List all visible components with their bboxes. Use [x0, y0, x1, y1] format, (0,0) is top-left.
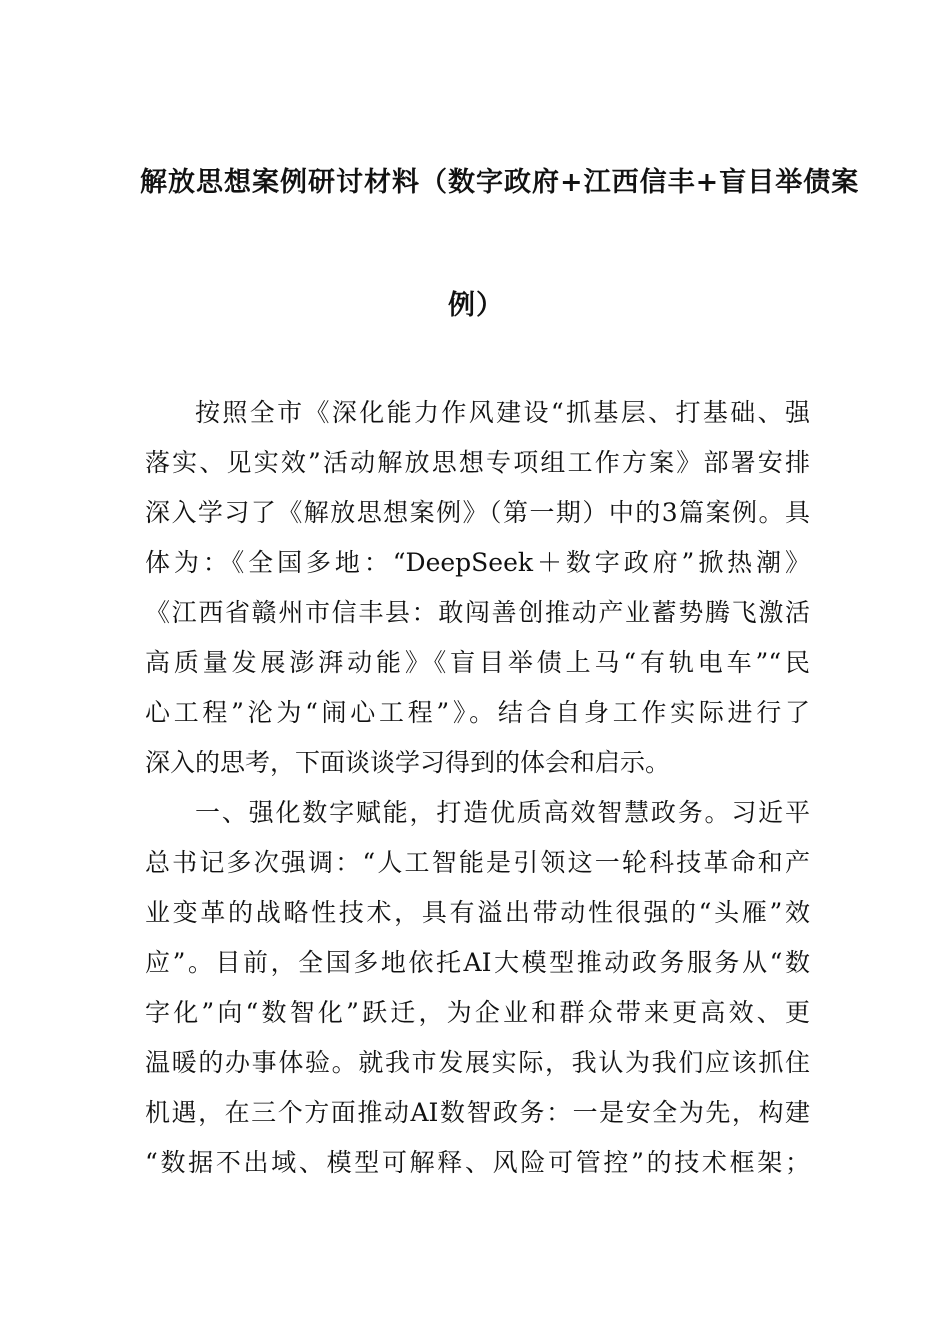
- paragraph-line: 一、强化数字赋能，打造优质高效智慧政务。习近平: [195, 798, 810, 827]
- paragraph-line: 《江西省赣州市信丰县：敢闯善创推动产业蓄势腾飞激活: [145, 598, 810, 627]
- paragraph-line: 机遇，在三个方面推动AI数智政务：一是安全为先，构建: [145, 1098, 810, 1127]
- paragraph-line: 落实、见实效”活动解放思想专项组工作方案》部署安排: [145, 448, 810, 477]
- paragraph-line: 字化”向“数智化”跃迁，为企业和群众带来更高效、更: [145, 998, 810, 1027]
- paragraph-line: 心工程”沦为“闹心工程”》。结合自身工作实际进行了: [145, 698, 810, 727]
- paragraph-line: 总书记多次强调：“人工智能是引领这一轮科技革命和产: [145, 848, 810, 877]
- paragraph-line: 按照全市《深化能力作风建设“抓基层、打基础、强: [195, 398, 810, 427]
- paragraph-line: “数据不出域、模型可解释、风险可管控”的技术框架；: [145, 1148, 810, 1177]
- paragraph-line: 业变革的战略性技术，具有溢出带动性很强的“头雁”效: [145, 898, 810, 927]
- paragraph-line: 高质量发展澎湃动能》《盲目举债上马“有轨电车”“民: [145, 648, 810, 677]
- paragraph-line: 应”。目前，全国多地依托AI大模型推动政务服务从“数: [145, 948, 810, 977]
- document-title-line-1: 解放思想案例研讨材料（数字政府+江西信丰+盲目举债案: [140, 167, 860, 198]
- paragraph-line: 温暖的办事体验。就我市发展实际，我认为我们应该抓住: [145, 1048, 810, 1077]
- paragraph-line: 体为：《全国多地：“DeepSeek＋数字政府”掀热潮》: [145, 548, 810, 577]
- document-title-line-2: 例）: [448, 290, 504, 321]
- document-body: [145, 388, 810, 1188]
- paragraph-line: 深入的思考，下面谈谈学习得到的体会和启示。: [145, 748, 671, 777]
- paragraph-line: 深入学习了《解放思想案例》（第一期）中的3篇案例。具: [145, 498, 810, 527]
